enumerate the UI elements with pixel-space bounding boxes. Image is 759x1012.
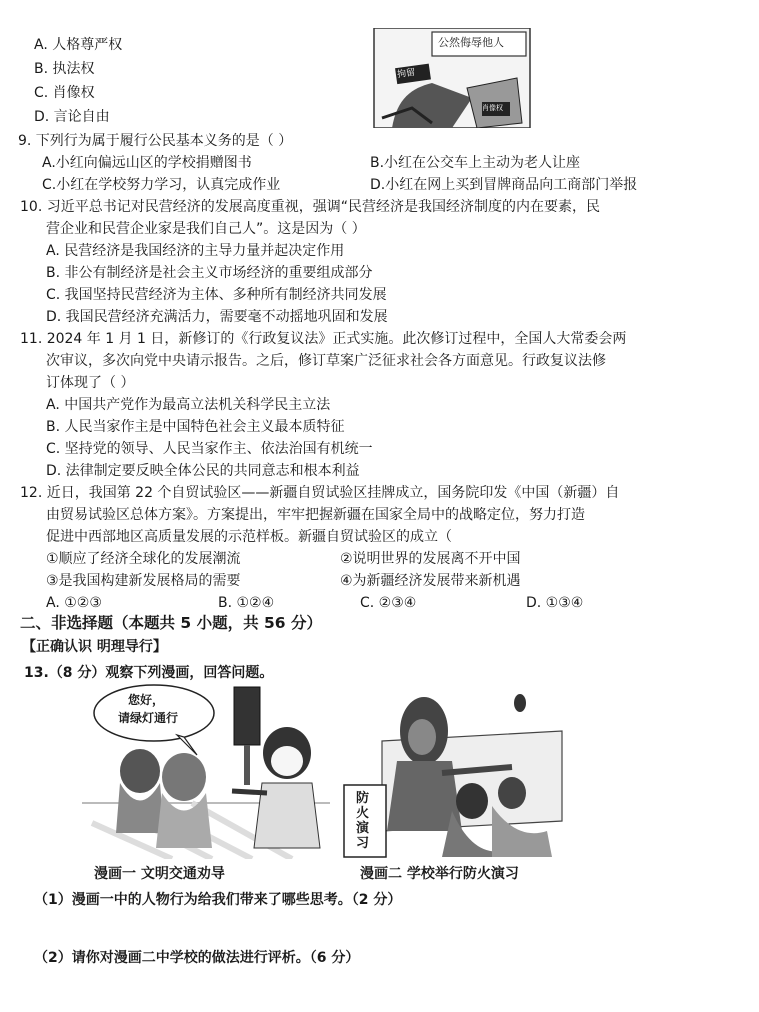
q11-option-c: C. 坚持党的领导、人民当家作主、依法治国有机统一	[46, 441, 373, 457]
q9-option-b: B.小红在公交车上主动为老人让座	[370, 155, 581, 171]
q12-option-a: A. ①②③	[46, 595, 102, 611]
q9-option-a: A.小红向偏远山区的学校捐赠图书	[42, 155, 252, 171]
q10-option-c: C. 我国坚持民营经济为主体、多种所有制经济共同发展	[46, 287, 387, 303]
section-subtitle: 【正确认识 明理导行】	[22, 639, 167, 655]
cartoon-1-bubble-line-2: 请绿灯通行	[118, 711, 179, 725]
q8-cartoon-sign: 拘留	[396, 67, 416, 81]
cartoon-2-caption: 漫画二 学校举行防火演习	[360, 866, 519, 882]
q13-sub-1: （1）漫画一中的人物行为给我们带来了哪些思考。（2 分）	[34, 892, 402, 908]
cartoon-1-bubble-line-1: 您好，	[128, 693, 165, 707]
q10-option-d: D. 我国民营经济充满活力，需要毫不动摇地巩固和发展	[46, 309, 388, 325]
q10-option-a: A. 民营经济是我国经济的主导力量并起决定作用	[46, 243, 345, 259]
q11-stem-2: 次审议，多次向党中央请示报告。之后，修订草案广泛征求社会各方面意见。行政复议法修	[46, 353, 606, 369]
q9-option-d: D.小红在网上买到冒牌商品向工商部门举报	[370, 177, 638, 193]
q12-option-d: D. ①③④	[526, 595, 584, 611]
q10-option-b: B. 非公有制经济是社会主义市场经济的重要组成部分	[46, 265, 373, 281]
q12-option-b: B. ①②④	[218, 595, 275, 611]
q11-option-a: A. 中国共产党作为最高立法机关科学民主立法	[46, 397, 331, 413]
q11-stem-3: 订体现了（ ）	[46, 375, 135, 391]
q9-option-c: C.小红在学校努力学习，认真完成作业	[42, 177, 281, 193]
cartoon-1-caption: 漫画一 文明交通劝导	[94, 866, 225, 882]
q11-stem-1: 11. 2024 年 1 月 1 日，新修订的《行政复议法》正式实施。此次修订过程中，全国人大常委会两	[20, 331, 627, 347]
q10-stem-1: 10. 习近平总书记对民营经济的发展高度重视，强调“民营经济是我国经济制度的内在要素，民	[20, 199, 600, 215]
q8-cartoon	[372, 28, 532, 128]
q12-stem-3: 促进中西部地区高质量发展的示范样板。新疆自贸试验区的成立（	[46, 529, 452, 545]
cartoon-2-sign: 防火演习	[356, 791, 370, 851]
q13-sub-2: （2）请你对漫画二中学校的做法进行评析。（6 分）	[34, 950, 360, 966]
cartoon-2	[342, 681, 570, 859]
cartoon-2-drawing	[342, 681, 570, 859]
q8-option-c: C. 肖像权	[34, 85, 95, 101]
q8-cartoon-bubble: 公然侮辱他人	[438, 36, 504, 49]
q8-option-a: A. 人格尊严权	[34, 37, 123, 53]
q12-option-c: C. ②③④	[360, 595, 417, 611]
q12-statement-2: ②说明世界的发展离不开中国	[340, 551, 521, 567]
q8-option-d: D. 言论自由	[34, 109, 110, 125]
section-title: 二、非选择题（本题共 5 小题，共 56 分）	[20, 614, 322, 632]
q13-stem: 13.（8 分）观察下列漫画，回答问题。	[24, 665, 274, 681]
q11-option-d: D. 法律制定要反映全体公民的共同意志和根本利益	[46, 463, 360, 479]
q8-option-b: B. 执法权	[34, 61, 95, 77]
q12-stem-1: 12. 近日，我国第 22 个自贸试验区——新疆自贸试验区挂牌成立，国务院印发《中国（新疆）自	[20, 485, 620, 501]
q12-statement-3: ③是我国构建新发展格局的需要	[46, 573, 241, 589]
q11-option-b: B. 人民当家作主是中国特色社会主义最本质特征	[46, 419, 345, 435]
q12-statement-4: ④为新疆经济发展带来新机遇	[340, 573, 521, 589]
q9-stem: 9. 下列行为属于履行公民基本义务的是（ ）	[18, 133, 293, 149]
q12-statement-1: ①顺应了经济全球化的发展潮流	[46, 551, 241, 567]
q12-stem-2: 由贸易试验区总体方案》。方案提出，牢牢把握新疆在国家全局中的战略定位，努力打造	[46, 507, 585, 523]
q8-cartoon-card: 肖像权	[482, 104, 503, 112]
q10-stem-2: 营企业和民营企业家是我们自己人”。这是因为（ ）	[46, 221, 366, 237]
cartoon-1	[82, 683, 330, 859]
